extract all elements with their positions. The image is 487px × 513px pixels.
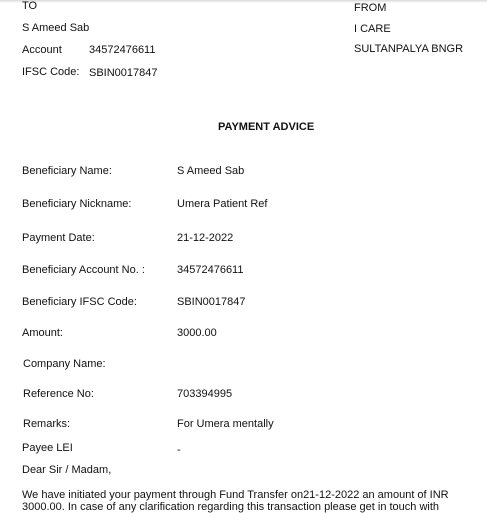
body-paragraph: We have initiated your payment through Fund Transfer on21-12-2022 an amount of INR 3000.00. In case of any clarification regarding this transaction please get in touch with xyxy=(22,489,449,513)
field-value-beneficiary-name: S Ameed Sab xyxy=(177,165,245,177)
field-label-beneficiary-name: Beneficiary Name: xyxy=(22,165,112,177)
to-account-value: 34572476611 xyxy=(89,44,156,56)
from-line1: I CARE xyxy=(354,23,391,35)
field-label-beneficiary-nickname: Beneficiary Nickname: xyxy=(22,198,132,210)
to-name: S Ameed Sab xyxy=(22,22,90,34)
field-value-ifsc-code: SBIN0017847 xyxy=(177,296,246,308)
document-title: PAYMENT ADVICE xyxy=(218,121,315,133)
page-top-edge xyxy=(0,0,487,3)
field-value-amount: 3000.00 xyxy=(177,327,217,339)
field-value-beneficiary-nickname: Umera Patient Ref xyxy=(177,198,268,210)
field-value-reference-no: 703394995 xyxy=(177,388,233,400)
field-label-reference-no: Reference No: xyxy=(23,388,94,400)
field-value-remarks: For Umera mentally xyxy=(177,418,274,430)
field-label-payment-date: Payment Date: xyxy=(22,232,95,244)
to-label: TO xyxy=(22,0,38,12)
to-ifsc-value: SBIN0017847 xyxy=(89,67,158,79)
to-ifsc-label: IFSC Code: xyxy=(22,66,80,78)
field-label-ifsc-code: Beneficiary IFSC Code: xyxy=(22,296,137,308)
salutation: Dear Sir / Madam, xyxy=(22,464,112,476)
field-value-account-no: 34572476611 xyxy=(177,264,244,276)
field-label-remarks: Remarks: xyxy=(23,418,71,430)
field-value-payment-date: 21-12-2022 xyxy=(177,232,234,244)
field-value-payee-lei: - xyxy=(177,444,181,456)
field-label-amount: Amount: xyxy=(22,327,63,339)
field-label-payee-lei: Payee LEI xyxy=(22,442,73,454)
field-label-account-no: Beneficiary Account No. : xyxy=(22,264,145,276)
to-account-label: Account xyxy=(22,44,62,56)
field-label-company-name: Company Name: xyxy=(23,358,106,370)
from-line2: SULTANPALYA BNGR xyxy=(354,43,464,55)
from-label: FROM xyxy=(354,2,387,14)
